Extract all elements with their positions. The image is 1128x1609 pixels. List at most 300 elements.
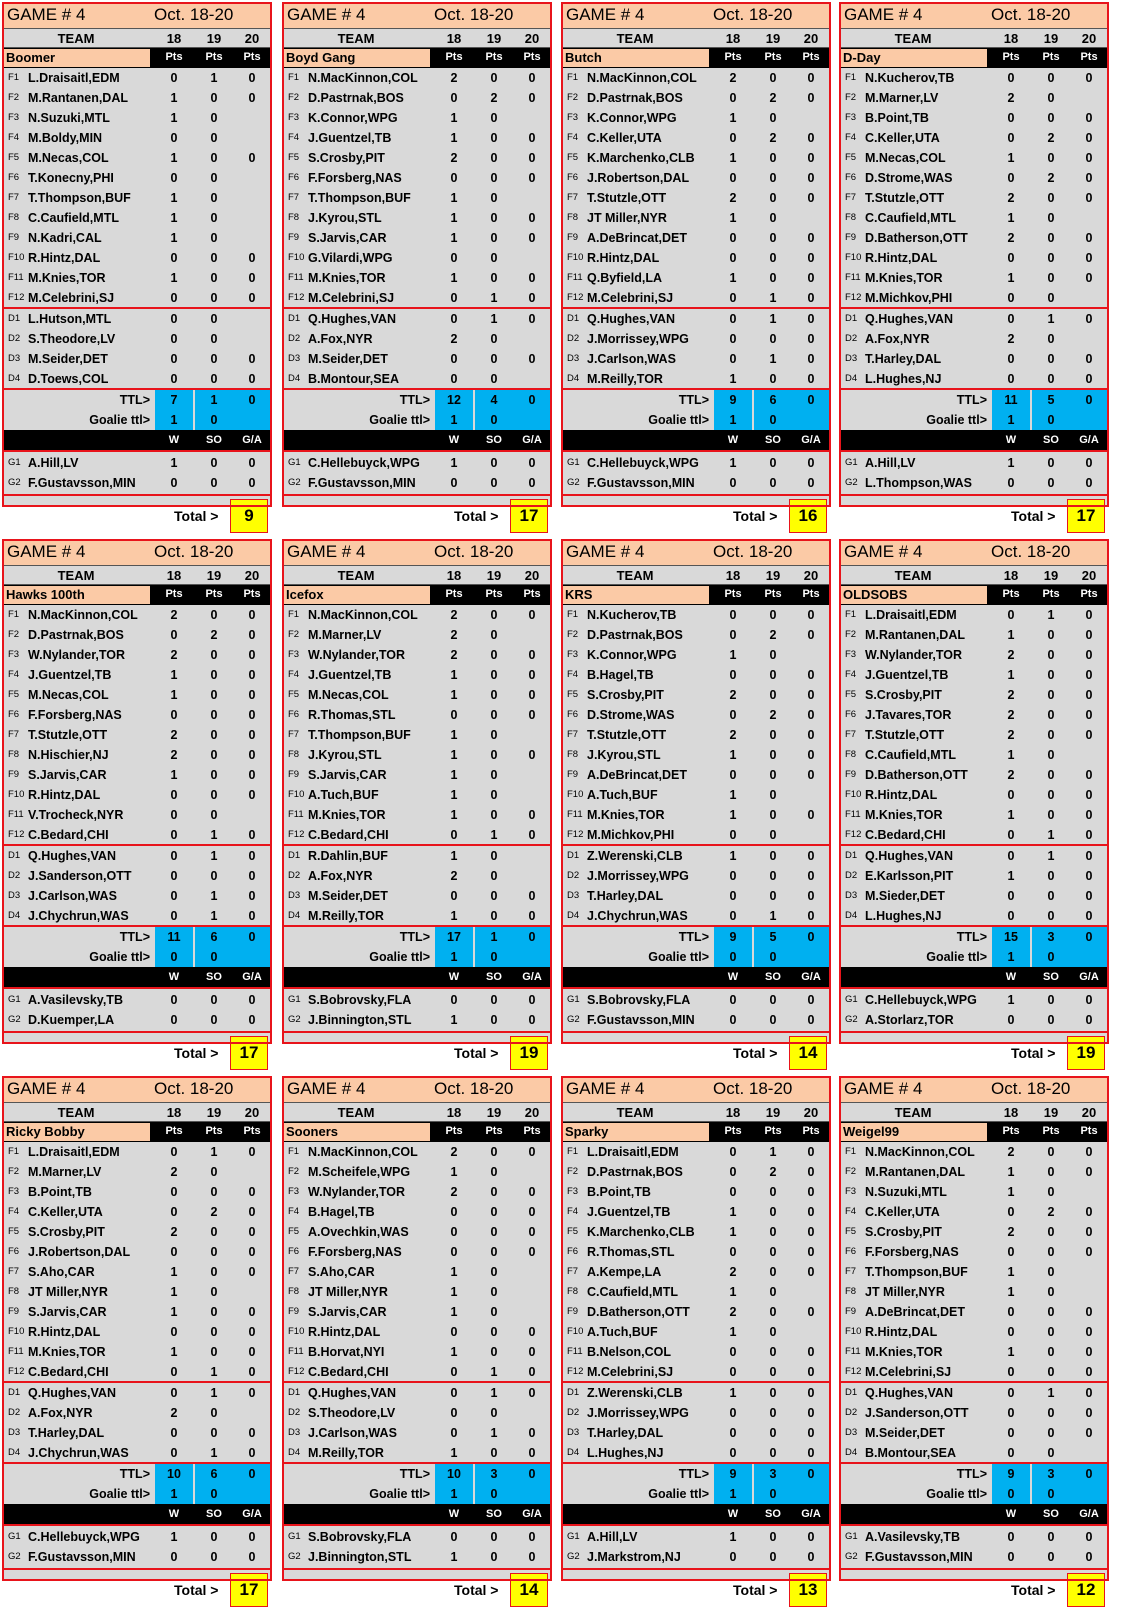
player-name: Q.Hughes,VAN [28, 1386, 116, 1400]
goalie-stat-header: SO [486, 434, 502, 446]
player-points: 0 [1007, 372, 1015, 386]
total-label: Total > [733, 1582, 778, 1598]
column-header-row [839, 28, 1109, 48]
forward-row [839, 605, 1109, 625]
player-points: 0 [210, 1345, 218, 1359]
player-points: 0 [248, 748, 256, 762]
roster-slot: G2 [567, 477, 580, 488]
roster-slot: F1 [288, 609, 300, 620]
player-points: 1 [1007, 748, 1015, 762]
player-points: 1 [450, 768, 458, 782]
player-points: 0 [1085, 808, 1093, 822]
player-name: J.Morrissey,WPG [587, 1406, 689, 1420]
roster-slot: F3 [845, 112, 857, 123]
player-name: B.Hagel,TB [308, 1205, 375, 1219]
player-points: 0 [807, 1406, 815, 1420]
player-points: 0 [1085, 728, 1093, 742]
player-points: 1 [729, 111, 737, 125]
player-points: 0 [1007, 171, 1015, 185]
roster-slot: F4 [288, 669, 300, 680]
defense-row [2, 1383, 272, 1403]
day-header: 18 [446, 1105, 462, 1120]
player-name: D.Batherson,OTT [587, 1305, 690, 1319]
player-name: M.Rantanen,DAL [865, 628, 965, 642]
forward-row [2, 128, 272, 148]
section-divider [839, 1031, 1109, 1033]
player-points: 0 [1047, 1225, 1055, 1239]
goalie-row [282, 1527, 552, 1547]
player-points: 0 [729, 1245, 737, 1259]
player-points: 0 [528, 312, 536, 326]
forward-row [282, 68, 552, 88]
forward-row [561, 1322, 831, 1342]
game-dates: Oct. 18-20 [991, 1079, 1071, 1098]
player-points: 0 [729, 476, 737, 490]
goalie-row [282, 1010, 552, 1030]
forward-row [282, 248, 552, 268]
player-points: 0 [1047, 1185, 1055, 1199]
forward-row [561, 228, 831, 248]
empty-cell [512, 108, 552, 128]
forward-row [2, 1282, 272, 1302]
player-name: L.Draisaitl,EDM [28, 1145, 120, 1159]
player-name: Q.Byfield,LA [587, 271, 663, 285]
player-name: R.Hintz,DAL [28, 788, 101, 802]
goalie-ttl-value: 1 [992, 947, 1030, 967]
empty-cell [1069, 1262, 1109, 1282]
team-name: D-Day [841, 49, 987, 67]
player-points: 2 [450, 71, 458, 85]
player-points: 0 [450, 352, 458, 366]
goalie-ttl-value: 0 [754, 947, 792, 967]
player-points: 0 [1047, 1265, 1055, 1279]
player-points: 0 [1085, 1245, 1093, 1259]
section-divider [2, 1524, 272, 1526]
roster-slot: G1 [288, 457, 301, 468]
empty-cell [232, 168, 272, 188]
roster-slot: D3 [288, 890, 301, 901]
player-name: M.Rantanen,DAL [28, 91, 128, 105]
player-points: 1 [769, 352, 777, 366]
roster-slot: D1 [8, 850, 21, 861]
goalie-row [839, 990, 1109, 1010]
player-points: 0 [490, 648, 498, 662]
ttl-value: 9 [992, 1464, 1030, 1484]
player-name: T.Stutzle,OTT [865, 191, 945, 205]
defense-row [2, 1423, 272, 1443]
player-points: 0 [528, 668, 536, 682]
player-name: C.Caufield,MTL [865, 748, 956, 762]
forward-row [561, 705, 831, 725]
player-points: 2 [1047, 1205, 1055, 1219]
team-name: Sparky [563, 1123, 709, 1141]
roster-slot: F10 [845, 1326, 862, 1337]
forward-row [561, 1282, 831, 1302]
goalie-ttl-row [2, 1484, 272, 1504]
roster-slot: D1 [845, 313, 858, 324]
pts-header: Pts [1080, 1125, 1098, 1137]
player-points: 0 [248, 1205, 256, 1219]
ttl-value: 0 [233, 927, 271, 947]
goalie-row [839, 1010, 1109, 1030]
pts-header: Pts [724, 51, 742, 63]
team-name-row [2, 48, 272, 68]
team-name-row [2, 585, 272, 605]
player-points: 0 [170, 312, 178, 326]
forward-row [839, 1282, 1109, 1302]
forward-row [2, 68, 272, 88]
roster-slot: F8 [8, 1286, 20, 1297]
player-points: 1 [450, 211, 458, 225]
player-points: 1 [210, 828, 218, 842]
player-points: 0 [490, 171, 498, 185]
forward-row [2, 665, 272, 685]
forward-row [2, 1242, 272, 1262]
player-points: 1 [490, 1426, 498, 1440]
player-points: 0 [1047, 708, 1055, 722]
pts-header: Pts [165, 588, 183, 600]
roster-slot: F5 [845, 152, 857, 163]
section-divider [282, 987, 552, 989]
ttl-value: 0 [792, 927, 830, 947]
player-points: 1 [450, 1165, 458, 1179]
goalie-stats-header [282, 967, 552, 987]
roster-slot: F2 [567, 1166, 579, 1177]
team-name: Sooners [284, 1123, 430, 1141]
player-points: 2 [729, 191, 737, 205]
player-points: 0 [769, 1446, 777, 1460]
player-points: 0 [807, 889, 815, 903]
player-points: 0 [528, 171, 536, 185]
ttl-value: 3 [1032, 1464, 1070, 1484]
player-points: 1 [490, 1386, 498, 1400]
section-divider [839, 1568, 1109, 1570]
player-points: 0 [729, 171, 737, 185]
player-name: C.Bedard,CHI [28, 828, 109, 842]
player-points: 0 [490, 1145, 498, 1159]
player-points: 1 [729, 271, 737, 285]
goalie-stats-header [2, 1504, 272, 1524]
player-points: 0 [769, 1013, 777, 1027]
game-dates: Oct. 18-20 [713, 1079, 793, 1098]
roster-slot: F5 [8, 689, 20, 700]
team-name-row [839, 48, 1109, 68]
roster-slot: F6 [8, 172, 20, 183]
player-points: 0 [210, 131, 218, 145]
player-points: 0 [210, 869, 218, 883]
player-points: 0 [769, 993, 777, 1007]
empty-cell [232, 188, 272, 208]
player-points: 0 [769, 1365, 777, 1379]
player-points: 0 [528, 271, 536, 285]
forward-row [2, 88, 272, 108]
player-points: 0 [248, 1426, 256, 1440]
player-name: A.Fox,NYR [865, 332, 930, 346]
player-points: 0 [490, 869, 498, 883]
roster-slot: F1 [567, 1146, 579, 1157]
roster-slot: F8 [567, 212, 579, 223]
player-points: 0 [1085, 1386, 1093, 1400]
player-points: 1 [450, 808, 458, 822]
player-points: 1 [170, 1345, 178, 1359]
player-name: R.Hintz,DAL [587, 251, 660, 265]
player-points: 0 [807, 191, 815, 205]
player-name: T.Stutzle,OTT [865, 728, 945, 742]
player-name: N.MacKinnon,COL [308, 71, 418, 85]
player-points: 0 [528, 808, 536, 822]
player-name: S.Jarvis,CAR [308, 768, 387, 782]
forward-row [282, 88, 552, 108]
player-points: 0 [1007, 251, 1015, 265]
roster-slot: F9 [288, 769, 300, 780]
player-name: M.Necas,COL [28, 688, 109, 702]
player-points: 0 [1085, 1325, 1093, 1339]
forward-row [282, 1322, 552, 1342]
pts-header: Pts [1080, 51, 1098, 63]
player-points: 1 [450, 1013, 458, 1027]
ttl-label: TTL> [119, 393, 150, 407]
player-points: 1 [1007, 1185, 1015, 1199]
player-name: M.Knies,TOR [865, 271, 943, 285]
player-points: 0 [1085, 1426, 1093, 1440]
day-header: 18 [725, 1105, 741, 1120]
player-points: 0 [490, 1165, 498, 1179]
player-points: 1 [210, 1386, 218, 1400]
goalie-row [2, 1527, 272, 1547]
player-points: 1 [729, 1386, 737, 1400]
game-dates: Oct. 18-20 [154, 5, 234, 24]
player-points: 1 [210, 909, 218, 923]
day-header: 19 [206, 1105, 222, 1120]
player-points: 0 [1007, 1365, 1015, 1379]
player-name: R.Hintz,DAL [865, 1325, 938, 1339]
player-name: J.Morrissey,WPG [587, 332, 689, 346]
player-name: J.Chychrun,WAS [28, 1446, 129, 1460]
player-name: S.Jarvis,CAR [308, 1305, 387, 1319]
forward-row [282, 168, 552, 188]
defense-row [839, 1443, 1109, 1463]
day-header: 20 [1081, 568, 1097, 583]
roster-slot: D2 [567, 1407, 580, 1418]
team-name-row [2, 1122, 272, 1142]
player-points: 0 [450, 372, 458, 386]
player-name: S.Bobrovsky,FLA [587, 993, 691, 1007]
goalie-ttl-empty [513, 947, 551, 967]
section-divider [561, 450, 831, 452]
section-divider [282, 1568, 552, 1570]
forward-row [2, 1322, 272, 1342]
goalie-ttl-value: 0 [195, 947, 233, 967]
pts-header: Pts [764, 1125, 782, 1137]
player-points: 1 [729, 648, 737, 662]
player-points: 0 [1047, 476, 1055, 490]
roster-slot: F9 [567, 769, 579, 780]
total-value: 17 [1067, 499, 1105, 533]
player-points: 0 [528, 91, 536, 105]
player-points: 2 [170, 1225, 178, 1239]
team-card [282, 1076, 552, 1599]
player-points: 1 [1047, 849, 1055, 863]
player-points: 0 [729, 231, 737, 245]
player-name: T.Stutzle,OTT [28, 728, 108, 742]
player-points: 0 [490, 1285, 498, 1299]
player-points: 0 [210, 1406, 218, 1420]
empty-cell [512, 785, 552, 805]
player-points: 0 [729, 291, 737, 305]
player-points: 0 [1047, 728, 1055, 742]
player-points: 0 [528, 476, 536, 490]
goalie-ttl-label: Goalie ttl> [369, 413, 430, 427]
forward-row [839, 1162, 1109, 1182]
defense-row [561, 1423, 831, 1443]
player-points: 1 [210, 1365, 218, 1379]
goalie-ttl-row [839, 1484, 1109, 1504]
player-points: 0 [170, 828, 178, 842]
forward-row [561, 1202, 831, 1222]
player-name: S.Jarvis,CAR [28, 1305, 107, 1319]
player-points: 0 [807, 1365, 815, 1379]
day-header: 19 [486, 568, 502, 583]
forward-row [2, 725, 272, 745]
roster-slot: F9 [567, 1306, 579, 1317]
game-number: GAME # 4 [287, 542, 366, 561]
day-header: 19 [765, 1105, 781, 1120]
player-points: 0 [769, 1205, 777, 1219]
player-points: 0 [170, 1145, 178, 1159]
ttl-row [282, 1464, 552, 1484]
player-name: S.Theodore,LV [28, 332, 116, 346]
player-points: 0 [1085, 608, 1093, 622]
player-points: 1 [1047, 312, 1055, 326]
goalie-row [282, 990, 552, 1010]
defense-row [282, 1423, 552, 1443]
total-value: 17 [230, 1573, 268, 1607]
forward-row [561, 168, 831, 188]
goalie-ttl-value: 0 [992, 1484, 1030, 1504]
player-name: R.Hintz,DAL [28, 1325, 101, 1339]
player-name: C.Bedard,CHI [308, 828, 389, 842]
defense-row [839, 1383, 1109, 1403]
roster-slot: F5 [567, 689, 579, 700]
roster-slot: G1 [845, 457, 858, 468]
game-dates: Oct. 18-20 [713, 542, 793, 561]
forward-row [2, 168, 272, 188]
player-name: S.Aho,CAR [308, 1265, 375, 1279]
roster-slot: F11 [567, 272, 583, 283]
player-points: 0 [1007, 889, 1015, 903]
roster-slot: F1 [288, 72, 300, 83]
game-number: GAME # 4 [566, 1079, 645, 1098]
defense-row [2, 369, 272, 389]
forward-row [2, 228, 272, 248]
player-points: 0 [807, 708, 815, 722]
player-points: 0 [807, 1446, 815, 1460]
player-points: 0 [528, 688, 536, 702]
player-name: M.Sieder,DET [865, 889, 945, 903]
goalie-ttl-value: 1 [992, 410, 1030, 430]
player-name: M.Knies,TOR [28, 1345, 106, 1359]
forward-row [839, 1322, 1109, 1342]
defense-row [2, 329, 272, 349]
player-points: 0 [1085, 111, 1093, 125]
player-name: S.Theodore,LV [308, 1406, 396, 1420]
player-points: 0 [807, 231, 815, 245]
player-points: 0 [210, 768, 218, 782]
ttl-label: TTL> [678, 930, 709, 944]
player-points: 0 [1085, 909, 1093, 923]
roster-slot: F3 [567, 112, 579, 123]
roster-slot: F1 [8, 1146, 20, 1157]
goalie-stat-header: W [168, 971, 180, 983]
player-points: 0 [1047, 648, 1055, 662]
roster-slot: F10 [845, 252, 862, 263]
player-points: 0 [210, 1550, 218, 1564]
defense-row [2, 349, 272, 369]
player-name: M.Knies,TOR [865, 1345, 943, 1359]
defense-row [2, 886, 272, 906]
roster-slot: D1 [288, 850, 301, 861]
roster-slot: D3 [845, 1427, 858, 1438]
game-dates: Oct. 18-20 [154, 542, 234, 561]
forward-row [2, 685, 272, 705]
roster-slot: F4 [845, 669, 857, 680]
forward-row [2, 208, 272, 228]
player-points: 1 [450, 668, 458, 682]
section-divider [2, 987, 272, 989]
player-points: 0 [769, 1325, 777, 1339]
day-header: 20 [1081, 31, 1097, 46]
player-points: 1 [729, 849, 737, 863]
player-points: 0 [490, 808, 498, 822]
total-row [839, 1034, 1109, 1072]
player-points: 0 [210, 808, 218, 822]
player-name: M.Marner,LV [865, 91, 939, 105]
player-points: 0 [528, 608, 536, 622]
day-header: 18 [1003, 1105, 1019, 1120]
forward-row [2, 1142, 272, 1162]
player-points: 1 [450, 231, 458, 245]
forward-row [839, 825, 1109, 845]
roster-slot: F12 [288, 292, 305, 303]
player-points: 0 [729, 1145, 737, 1159]
goalie-ttl-value: 1 [155, 410, 193, 430]
defense-row [839, 866, 1109, 886]
roster-slot: D1 [567, 850, 580, 861]
roster-slot: F10 [567, 252, 584, 263]
player-points: 0 [769, 332, 777, 346]
player-name: A.DeBrincat,DET [587, 768, 688, 782]
player-name: M.Celebrini,SJ [587, 291, 674, 305]
team-column-label: TEAM [894, 1105, 932, 1120]
forward-row [282, 188, 552, 208]
player-points: 0 [210, 352, 218, 366]
pts-header: Pts [802, 51, 820, 63]
player-points: 0 [170, 291, 178, 305]
player-points: 0 [1085, 231, 1093, 245]
total-label: Total > [454, 508, 499, 524]
player-points: 0 [729, 628, 737, 642]
roster-slot: G1 [8, 1531, 21, 1542]
forward-row [561, 685, 831, 705]
goalie-row [282, 1547, 552, 1567]
player-points: 2 [450, 628, 458, 642]
player-name: T.Thompson,BUF [28, 191, 131, 205]
player-points: 0 [769, 1406, 777, 1420]
game-number: GAME # 4 [844, 542, 923, 561]
forward-row [561, 605, 831, 625]
goalie-row [839, 1527, 1109, 1547]
player-points: 0 [1007, 608, 1015, 622]
